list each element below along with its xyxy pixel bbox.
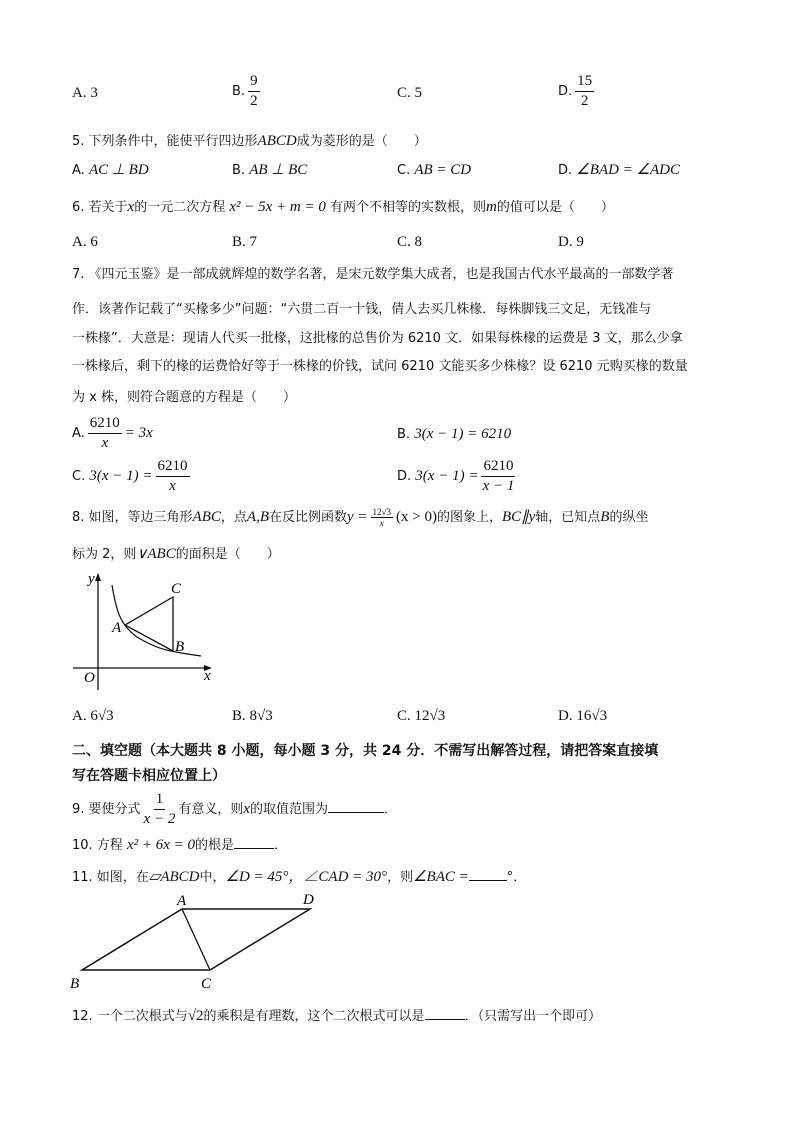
answer-blank[interactable]	[234, 834, 274, 849]
q7-option-d: D. 3(x − 1) = $\frac{6210}{x - 1}$	[397, 458, 515, 494]
q6-option-c: C. 8	[397, 234, 423, 250]
q9-stem: 9. 要使分式 $\frac{1}{x - 2}$ 有意义，则x的取值范围为 ．	[72, 791, 398, 827]
q5-option-b: B. AB ⊥ BC	[232, 162, 308, 178]
q7-line: 7. 《四元玉鉴》是一部成就辉煌的数学名著，是宋元数学集大成者，也是我国古代水平最高的一部数学著	[72, 267, 674, 282]
q7-option-a: A. $\frac{6210}{x}$ = 3x	[72, 415, 153, 451]
label-c: C	[201, 976, 212, 992]
label-o: O	[84, 670, 95, 686]
fraction: $\frac{15}{2}$	[577, 73, 593, 109]
q7-line: 为 x 株，则符合题意的方程是（ ）	[72, 390, 296, 405]
q8-option-b: B. 8√3	[232, 708, 273, 724]
q8-option-c: C. 12√3	[397, 708, 446, 724]
fraction: $\frac{9}{2}$	[250, 73, 258, 109]
q5-stem: 5. 下列条件中，能使平行四边形ABCD成为菱形的是（ ）	[72, 133, 427, 149]
q11-figure	[60, 885, 340, 995]
label-a: A	[112, 620, 122, 636]
q4-option-c: C. 5	[397, 85, 423, 101]
answer-blank[interactable]	[469, 866, 507, 881]
label-d: D	[303, 892, 314, 908]
q6-option-b: B. 7	[232, 234, 258, 250]
diagonal-ac	[182, 909, 210, 970]
q8-figure	[60, 570, 260, 690]
label-b: B	[70, 976, 80, 992]
fraction: $\frac{6210}{x}$	[157, 458, 188, 494]
q12-stem: 12. 一个二次根式与√2的乘积是有理数，这个二次根式可以是 ．（只需写出一个即可）	[72, 1005, 601, 1026]
q8-stem-line2: 标为 2，则∨ABC的面积是（ ）	[72, 546, 280, 562]
section-heading-line2: 写在答题卡相应位置上）	[72, 768, 226, 784]
q6-option-d: D. 9	[558, 234, 584, 250]
answer-blank[interactable]	[328, 798, 384, 813]
label-x: x	[204, 668, 211, 684]
q5-option-d: D. ∠BAD = ∠ADC	[558, 162, 680, 178]
q10-stem: 10. 方程 x² + 6x = 0的根是 ．	[72, 834, 287, 855]
q4-option-d: D. $\frac{15}{2}$	[558, 73, 593, 109]
q7-option-c: C. 3(x − 1) = $\frac{6210}{x}$	[72, 458, 188, 494]
q6-option-a: A. 6	[72, 234, 98, 250]
q7-line: 作．该著作记载了“买椽多少”问题：“六贯二百一十钱，倩人去买几株椽．每株脚钱三文足，无钱准与	[72, 302, 652, 317]
label-b: B	[175, 639, 185, 655]
hyperbola-curve	[112, 585, 201, 656]
q8-option-d: D. 16√3	[558, 708, 608, 724]
triangle-abc	[125, 597, 173, 651]
section-heading: 二、填空题（本大题共 8 小题，每小题 3 分，共 24 分．不需写出解答过程，请把答案直接填	[72, 743, 659, 759]
y-arrow-icon	[95, 573, 101, 581]
q6-stem: 6. 若关于x的一元二次方程 x² − 5x + m = 0 有两个不相等的实数根，则m的值可以是（ ）	[72, 199, 614, 215]
q7-line: 一株椽后，剩下的椽的运费恰好等于一株椽的价钱，试问 6210 文能买多少株椽？设 6210 元购买椽的数量	[72, 359, 688, 374]
fraction: $\frac{6210}{x}$	[89, 415, 120, 451]
q4-option-b: B. $\frac{9}{2}$	[232, 73, 258, 109]
q7-option-b: B. 3(x − 1) = 6210	[397, 426, 512, 442]
label-c: C	[171, 581, 182, 597]
fraction: $\frac{12√3}{x}$	[372, 507, 391, 528]
fraction: $\frac{1}{x - 2}$	[143, 791, 176, 827]
q5-option-a: A. AC ⊥ BD	[72, 162, 149, 178]
q4-option-a: A. 3	[72, 85, 98, 101]
q8-option-a: A. 6√3	[72, 708, 114, 724]
answer-blank[interactable]	[425, 1005, 465, 1020]
label-a: A	[177, 893, 187, 909]
label-y: y	[88, 571, 95, 587]
fraction: $\frac{6210}{x - 1}$	[482, 458, 515, 494]
q11-stem: 11. 如图，在▱ABCD中，∠D = 45°，∠CAD = 30°，则∠BAC = °．	[72, 866, 526, 887]
q8-stem: 8. 如图，等边三角形ABC，点A,B在反比例函数y = $\frac{12√3}{x}$ (x > 0)的图象上，BC∥y轴，已知点B的纵坐	[72, 507, 649, 528]
q7-line: 一株椽”．大意是：现请人代买一批椽，这批椽的总售价为 6210 文．如果每株椽的运费是 3 文，那么少拿	[72, 331, 683, 346]
q5-option-c: C. AB = CD	[397, 162, 472, 178]
